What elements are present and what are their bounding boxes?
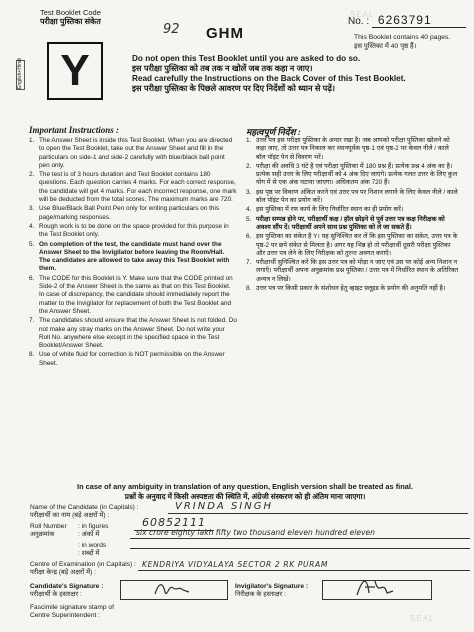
booklet-code-label-hi: परीक्षा पुस्तिका संकेत: [40, 17, 101, 26]
instruction-en-item-number: 1.: [29, 137, 35, 144]
candidate-signature-label: [30, 583, 103, 599]
instructions-hi: [246, 137, 460, 294]
instruction-en-item-number: 3.: [29, 205, 35, 213]
instruction-hi-item-4: [246, 206, 460, 214]
booklet-code-box: Y: [47, 42, 103, 100]
instruction-en-item-6: [29, 275, 237, 316]
instruction-hi-item-number: 4.: [246, 206, 252, 214]
instructions-title-hi: महत्वपूर्ण निर्देश :: [246, 127, 301, 137]
instruction-hi-item-7: [246, 259, 460, 284]
in-figures-hi: : अंकों में: [78, 531, 100, 538]
instructions-en: [29, 137, 237, 369]
instruction-hi-item-text: परीक्षा सम्पन्न होने पर, परीक्षार्थी कक्ष / हॉल छोड़ने से पूर्व उत्तर पत्र कक्ष निरीक्षक को अवश्य सौंप दें। परीक्षार्थी अपने साथ प्रश्न पुस्तिका को ले जा सकते हैं।: [256, 215, 445, 231]
opening-instructions: [132, 54, 462, 94]
seal-watermark-top: SEAL: [350, 10, 375, 19]
invigilator-signature-label-en: Invigilator's Signature :: [235, 583, 309, 590]
facsimile-label-2: Centre Superintendent :: [30, 612, 101, 619]
instruction-en-item-5: [29, 241, 237, 274]
page-count-note: [354, 33, 450, 51]
candidate-signature-mark: [153, 578, 193, 603]
instruction-hi-item-2: [246, 163, 460, 188]
in-words-en: : in words: [78, 542, 107, 549]
read-back-cover-hi: इस परीक्षा पुस्तिका के पिछले आवरण पर दिए निर्देशों को ध्यान से पढ़ें।: [132, 84, 336, 93]
instruction-en-item-7: [29, 317, 237, 350]
serial-label: No. :: [348, 16, 370, 27]
instruction-hi-item-number: 8.: [246, 285, 252, 293]
instruction-en-item-text: Use Blue/Black Ball Point Pen only for writing particulars on this page/marking responses.: [39, 205, 220, 221]
ambiguity-hi: प्रश्नों के अनुवाद में किसी अस्पष्टता की स्थिति में, अंग्रेजी संस्करण को ही अंतिम माना जाएगा।: [124, 491, 366, 501]
instruction-en-item-3: [29, 205, 237, 222]
instruction-hi-item-text: उत्तर पत्र इस परीक्षा पुस्तिका के अन्दर रखा है। जब आपको परीक्षा पुस्तिका खोलने को कहा जाए, तो उत्तर पत्र निकाल कर ध्यानपूर्वक पृष्ठ-1 एवं पृष्ठ-2 पर केवल नीले / काले बॉल पॉइंट पेन से विवरण भरें।: [256, 137, 450, 161]
instruction-en-item-number: 7.: [29, 317, 35, 325]
instructions-en-list: [29, 137, 237, 368]
instruction-en-item-text: On completion of the test, the candidate must hand over the Answer Sheet to the Invigilator before leaving the Room/Hall. The candidates are allowed to take away this Test Booklet with them.: [39, 240, 230, 273]
instruction-hi-item-number: 6.: [246, 233, 252, 241]
instruction-hi-item-1: [246, 137, 460, 162]
instruction-en-item-number: 2.: [29, 171, 35, 179]
in-words-hi: : शब्दों में: [78, 550, 100, 557]
in-figures-en: : in figures: [78, 523, 109, 530]
roll-words-underline-2: [130, 548, 470, 549]
instruction-en-item-2: [29, 171, 237, 204]
instruction-en-item-text: The test is of 3 hours duration and Test Booklet contains 180 questions. Each question carries 4 marks. For each correct response, the candidate will get 4 marks. For each incorrect response, one mark will be deducted from the total scores. The maximum marks are 720.: [39, 171, 237, 204]
name-label-hi: परीक्षार्थी का नाम (बड़े अक्षरों में) :: [30, 512, 110, 519]
booklet-code-label-en: Test Booklet Code: [40, 8, 101, 17]
instruction-en-item-4: [29, 223, 237, 240]
instruction-en-item-8: [29, 351, 237, 368]
signature-scribble-icon: [153, 578, 193, 600]
instruction-hi-item-number: 2.: [246, 162, 252, 170]
facsimile-label-1: Fascimile signature stamp of: [30, 604, 114, 611]
roll-words-underline-1: [130, 538, 470, 539]
candidate-signature-box[interactable]: [120, 580, 228, 600]
instruction-hi-item-5: [246, 216, 460, 233]
roll-figures-value[interactable]: 60852111: [142, 516, 206, 529]
booklet-code-label: [40, 8, 101, 26]
roll-label-hi: अनुक्रमांक: [30, 531, 55, 538]
name-label-en: Name of the Candidate (in Capitals) :: [30, 504, 139, 511]
instruction-en-item-text: The CODE for this Booklet is Y. Make sure that the CODE printed on Side-2 of the Answer Sheet is the same as that on this Test Booklet. In case of discrepancy, the candidate should immediately report the matter to the Invigilator for replacement of both the Test Booklet and the Answer Sheet.: [39, 274, 233, 315]
instruction-en-item-1: [29, 137, 237, 170]
invigilator-signature-label-hi: निरीक्षक के हस्ताक्षर :: [235, 591, 286, 598]
page-count-en: This Booklet contains 40 pages.: [354, 34, 451, 41]
name-label: [30, 504, 139, 520]
instruction-hi-item-text: उत्तर पत्र पर किसी प्रकार के संशोधन हेतु व्हाइट फ़्लूइड के प्रयोग की अनुमति नहीं है।: [256, 285, 446, 293]
do-not-open-en: Do not open this Test Booklet until you are asked to do so.: [132, 54, 361, 63]
instruction-hi-item-number: 3.: [246, 188, 252, 196]
instruction-hi-item-number: 7.: [246, 259, 252, 267]
instruction-hi-item-3: [246, 189, 460, 206]
instruction-en-item-number: 8.: [29, 351, 35, 359]
centre-label-hi: परीक्षा केन्द्र (बड़े अक्षरों में) :: [30, 569, 96, 576]
instruction-en-item-text: Rough work is to be done on the space provided for this purpose in the Test Booklet only.: [39, 222, 229, 239]
invigilator-signature-mark: [353, 575, 397, 603]
read-back-cover-en: Read carefully the Instructions on the Back Cover of this Test Booklet.: [132, 74, 406, 83]
instruction-hi-item-8: [246, 285, 460, 293]
instruction-en-item-text: The candidates should ensure that the Answer Sheet is not folded. Do not make any stray marks on the Answer Sheet. Do not write your Roll No. anywhere else except in the specified space in the Test Booklet/Answer Sheet.: [39, 317, 237, 350]
in-words-label: [78, 542, 106, 558]
ambiguity-note: [30, 482, 460, 501]
invigilator-signature-box[interactable]: [322, 580, 432, 600]
invigilator-scribble-icon: [353, 575, 397, 601]
instruction-en-item-text: Use of white fluid for correction is NOT permissible on the Answer Sheet.: [39, 351, 225, 367]
centre-value[interactable]: KENDRIYA VIDYALAYA SECTOR 2 RK PURAM: [142, 560, 328, 569]
centre-underline: [138, 570, 470, 571]
roll-label-en: Roll Number: [30, 523, 67, 530]
candidate-signature-label-hi: परीक्षार्थी के हस्ताक्षर :: [30, 591, 82, 598]
instruction-en-item-number: 5.: [29, 240, 35, 248]
series-code: GHM: [206, 25, 244, 42]
language-note: English+Hindi: [17, 58, 23, 89]
ambiguity-en: In case of any ambiguity in translation of any question, English version shall be treated as final.: [77, 482, 413, 491]
facsimile-label: [30, 604, 114, 620]
in-figures-label: [78, 523, 108, 539]
roll-label: [30, 523, 67, 539]
instruction-hi-item-text: परीक्षार्थी सुनिश्चित करें कि इस उत्तर पत्र को मोड़ा न जाए एवं उस पर कोई अन्य निशान न लगाएँ। परीक्षार्थी अपना अनुक्रमांक प्रश्न पुस्तिका / उत्तर पत्र में निर्धारित स्थान के अतिरिक्त अन्यत्र न लिखें।: [256, 259, 459, 283]
seal-watermark-bottom: SEAL: [410, 614, 435, 623]
instruction-en-item-number: 6.: [29, 274, 35, 282]
candidate-signature-label-en: Candidate's Signature :: [30, 583, 104, 590]
instruction-hi-item-text: इस पुस्तिका में रफ कार्य के लिए निर्धारित स्थान का ही प्रयोग करें।: [256, 206, 404, 214]
instructions-hi-list: [246, 137, 460, 293]
instructions-title-en: Important Instructions :: [29, 125, 120, 135]
serial-number: 6263791: [372, 13, 466, 28]
page-count-hi: इस पुस्तिका में 40 पृष्ठ हैं।: [354, 43, 417, 50]
handwritten-number: 92: [163, 22, 180, 37]
instruction-en-item-number: 4.: [29, 222, 35, 230]
centre-label-en: Centre of Examination (in Capitals) :: [30, 561, 136, 568]
centre-label: [30, 561, 136, 577]
instruction-hi-item-number: 5.: [246, 215, 252, 223]
name-underline: [168, 513, 468, 514]
instruction-hi-item-text: परीक्षा की अवधि 3 घंटे है एवं परीक्षा पुस्तिका में 180 प्रश्न हैं। प्रत्येक प्रश्न 4 अंक का है। प्रत्येक सही उत्तर के लिए परीक्षार्थी को 4 अंक दिए जाएंगे। प्रत्येक गलत उत्तर के लिए कुल योग में से एक अंक घटाया जाएगा। अधिकतम अंक 720 हैं।: [256, 162, 458, 187]
do-not-open-hi: इस परीक्षा पुस्तिका को तब तक न खोलें जब तक कहा न जाए।: [132, 64, 313, 73]
instruction-hi-item-6: [246, 233, 460, 258]
name-value[interactable]: VRINDA SINGH: [175, 501, 273, 512]
invigilator-signature-label: [235, 583, 308, 599]
instruction-en-item-text: The Answer Sheet is inside this Test Booklet. When you are directed to open the Test Booklet, take out the Answer Sheet and fill in the particulars on side-1 and side-2 carefully with blue/black ball point pen only.: [39, 137, 233, 169]
instruction-hi-item-text: इस पृष्ठ पर विवरण अंकित करने एवं उत्तर पत्र पर निशान लगाने के लिए केवल नीले / काले बॉल पॉइंट पेन का प्रयोग करें।: [256, 188, 458, 205]
instruction-hi-item-text: इस पुस्तिका का संकेत है Y। यह सुनिश्चित कर लें कि इस पुस्तिका का संकेत, उत्तर पत्र के पृष्ठ-2 पर छपे संकेत से मिलता है। अगर यह भिन्न हो तो परीक्षार्थी दूसरी परीक्षा पुस्तिका और उत्तर पत्र लेने के लिए निरीक्षक को तुरन्त अवगत कराएँ।: [256, 233, 458, 257]
instruction-hi-item-number: 1.: [246, 137, 252, 144]
roll-words-value[interactable]: six crore eighty lakh fifty two thousand eleven hundred eleven: [136, 528, 375, 537]
